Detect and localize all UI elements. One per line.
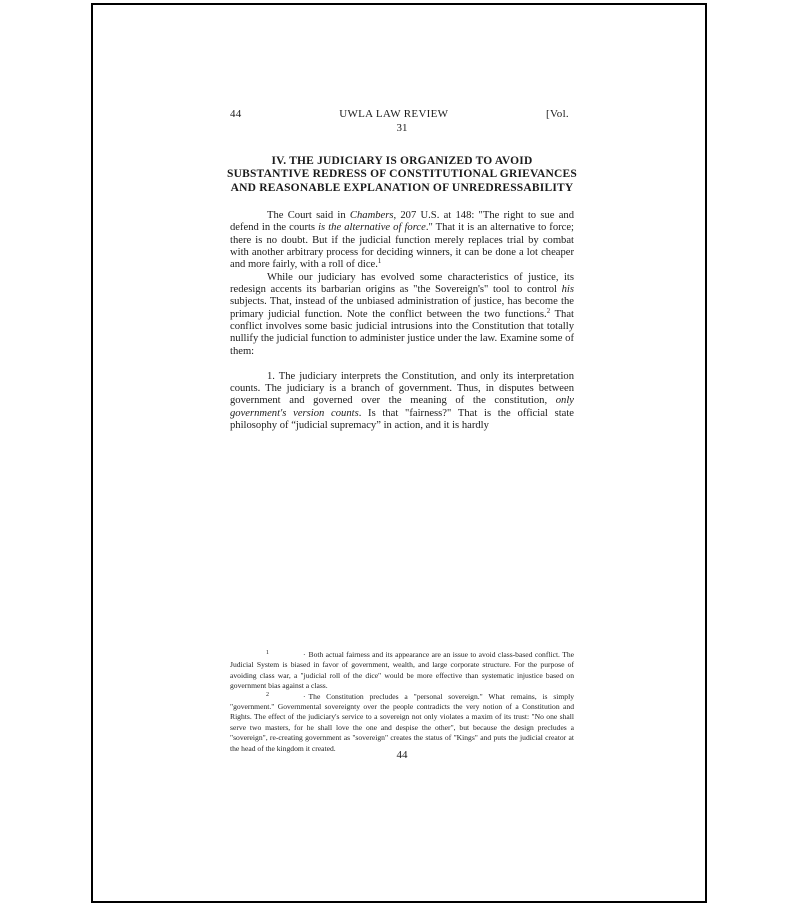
footnote [230,692,574,754]
section-heading [224,155,580,195]
footnotes [230,650,574,754]
footnote-text: Both actual fairness and its appearance are an issue to avoid class-based conflict. The Judicial System is biased in favor of government, wealth, and large corporate structure. For the purpose of avoiding class war, a "judicial roll of the dice" would be more effective than systematic injustice based on government bias against a class. [230,650,574,691]
running-head-volume-bracket: [Vol. [545,108,569,120]
footnote-marker: 2 [266,691,269,698]
section-heading-line: IV. THE JUDICIARY IS ORGANIZED TO AVOID [271,155,533,167]
paragraph [230,210,574,272]
footnote-reference: 2 [546,306,551,315]
text-run: ." That it is an alternative to force; there is no doubt. But if the judicial function merely replaces trial by combat with another arbitrary process for deciding winners, it can be done a lot cheaper and more fairly, with a roll of dice. [230,222,575,271]
footnote-text: The Constitution precludes a "personal sovereign." What remains, is simply "government." Governmental sovereignty over the people contradicts the very notion of a Constitution and Rights. The effect of the judiciary's service to a sovereign not only violates a maxim of its trust: "No one shall serve two masters, for he shall love the one and despise the other", but because the design precludes a "sovereign", re-creating government as "sovereign" creates the status of "Kings" and puts the judicial creator at the head of the kingdom it created. [230,691,574,753]
text-run: only government's version counts [230,395,574,419]
section-heading-line: SUBSTANTIVE REDRESS OF CONSTITUTIONAL GRIEVANCES [226,168,577,181]
footnote-separator-dot: · [303,691,306,701]
text-run: That conflict involves some basic judicial intrusions into the Constitution that totally nullify the judicial function to administer justice under the law. Examine some of them: [230,308,575,357]
footer-page-number: 44 [396,749,408,761]
running-head-journal-title: UWLA LAW REVIEW [339,108,449,120]
text-run: The Court said in [267,210,350,221]
section-heading-line: AND REASONABLE EXPLANATION OF UNREDRESSABILITY [230,181,574,194]
text-run: his [561,284,574,296]
text-run: Chambers [349,210,394,221]
running-head-page-number: 44 [230,108,242,120]
body-paragraphs [230,210,574,432]
running-head [230,108,574,120]
text-run: While our judiciary has evolved some characteristics of justice, its redesign accents its barbarian origins as "the Sovereign's" tool to control [230,271,574,296]
text-run: , 207 U.S. at 148: "The right to sue and defend in the courts [230,210,575,234]
paragraph [230,371,574,433]
footnote-separator-dot: · [303,650,306,659]
text-run: . Is that "fairness?" That is the official state philosophy of “judicial supremacy” in action, and it is hardly [230,407,574,431]
text-run: is the alternative of force [318,222,426,234]
text-run: subjects. That, instead of the unbiased administration of justice, has become the primary judicial function. Note the conflict between the two functions. [230,296,574,320]
footnote-reference: 1 [377,257,382,266]
document-page [91,3,707,903]
text-run: 1. The judiciary interprets the Constitution, and only its interpretation counts. The judiciary is a branch of government. Thus, in disputes between government and governed over the meaning of the constitution, [230,370,574,407]
footnote-marker: 1 [266,650,269,656]
paragraph [230,272,574,358]
running-head-volume-number: 31 [396,122,408,134]
footnote [230,650,574,692]
